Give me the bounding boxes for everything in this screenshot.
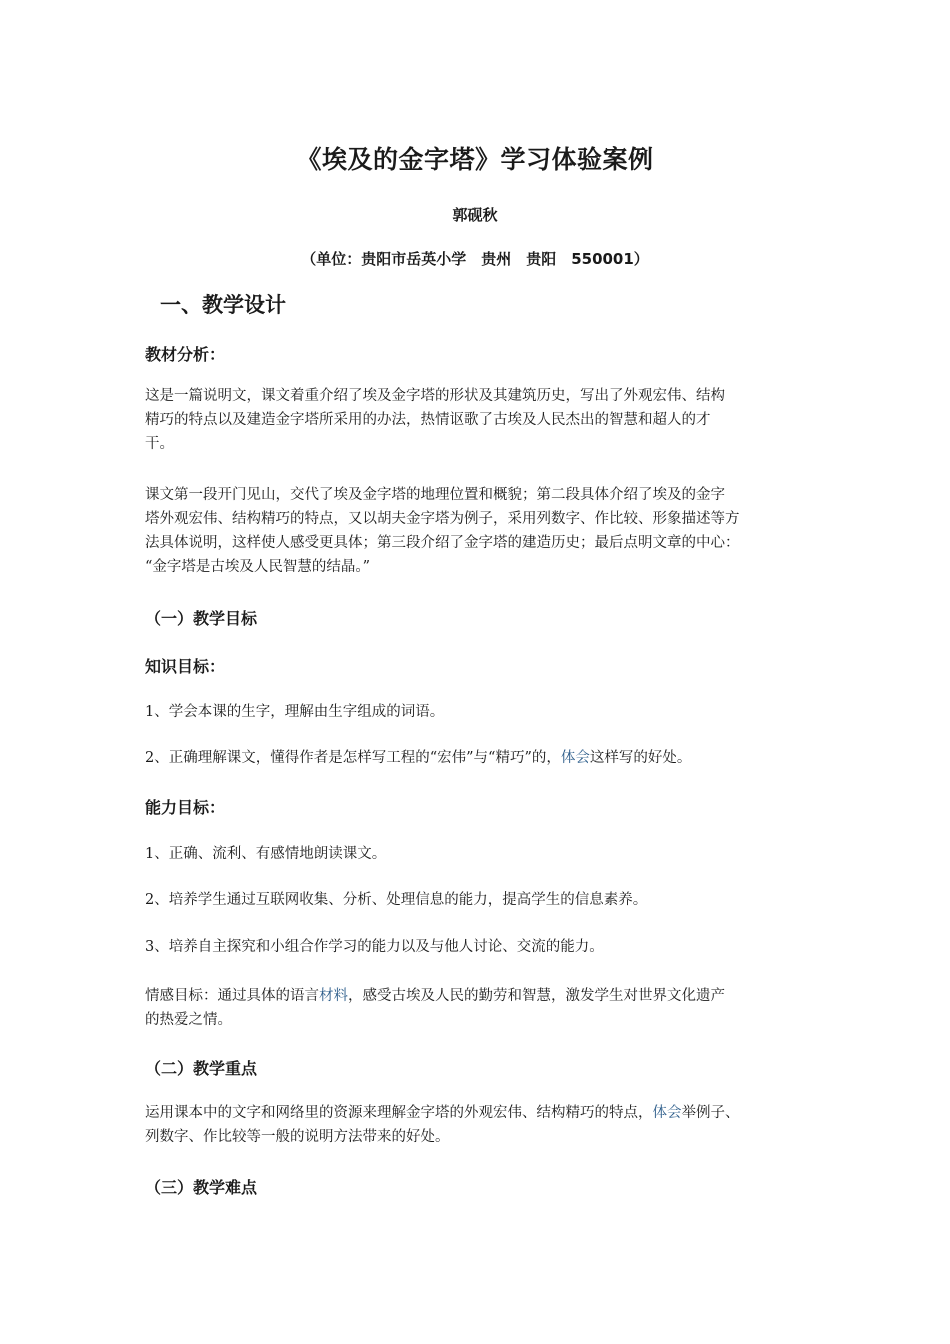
hyperlink-cailiao[interactable]: 材料 [319,988,348,1004]
paragraph-line: 列数字、作比较等一般的说明方法带来的好处。 [145,1129,450,1145]
heading-teaching-goals: （一）教学目标 [145,609,258,628]
text-segment: 情感目标：通过具体的语言 [145,988,319,1004]
paragraph-line: 的热爱之情。 [145,1012,232,1028]
paragraph-line: 法具体说明，这样使人感受更具体；第三段介绍了金字塔的建造历史；最后点明文章的中心： [145,535,740,551]
paragraph-material-2 [145,483,825,579]
heading-ability-goals: 能力目标： [145,798,226,817]
knowledge-goal-1: 1、学会本课的生字，理解由生字组成的词语。 [145,704,445,720]
author-name: 郭砚秋 [452,206,498,224]
paragraph-line: “金字塔是古埃及人民智慧的结晶。” [145,559,371,575]
text-segment: 这样写的好处。 [589,750,692,766]
paragraph-line: 课文第一段开门见山，交代了埃及金字塔的地理位置和概貌；第二段具体介绍了埃及的金字 [145,487,725,503]
ability-goal-3: 3、培养自主探究和小组合作学习的能力以及与他人讨论、交流的能力。 [145,939,604,955]
paragraph-line [145,984,825,1008]
paragraph-line: 这是一篇说明文，课文着重介绍了埃及金字塔的形状及其建筑历史，写出了外观宏伟、结构 [145,388,725,404]
text-segment: 运用课本中的文字和网络里的资源来理解金字塔的外观宏伟、结构精巧的特点， [145,1105,653,1121]
paragraph-line: 塔外观宏伟、结构精巧的特点，又以胡夫金字塔为例子，采用列数字、作比较、形象描述等方 [145,511,740,527]
paragraph-line: 精巧的特点以及建造金字塔所采用的办法，热情讴歌了古埃及人民杰出的智慧和超人的才 [145,412,711,428]
paragraph-material-1 [145,384,825,456]
paragraph-line [145,1101,825,1125]
heading-material-analysis: 教材分析： [145,345,226,364]
knowledge-goal-2 [145,746,825,770]
teaching-focus-paragraph [145,1101,825,1149]
heading-teaching-difficulty: （三）教学难点 [145,1178,258,1197]
emotion-goal [145,984,825,1032]
paragraph-line: 干。 [145,436,174,452]
text-segment: ，感受古埃及人民的勤劳和智慧，激发学生对世界文化遗产 [348,988,725,1004]
hyperlink-tihui-2[interactable]: 体会 [652,1105,682,1121]
document-title: 《埃及的金字塔》学习体验案例 [296,145,654,174]
heading-teaching-focus: （二）教学重点 [145,1059,258,1078]
ability-goal-1: 1、正确、流利、有感情地朗读课文。 [145,846,387,862]
heading-knowledge-goals: 知识目标： [145,657,226,676]
ability-goal-2: 2、培养学生通过互联网收集、分析、处理信息的能力，提高学生的信息素养。 [145,892,648,908]
text-segment: 2、正确理解课文，懂得作者是怎样写工程的“宏伟”与“精巧”的， [145,750,561,766]
hyperlink-tihui[interactable]: 体会 [560,750,590,766]
text-segment: 举例子、 [681,1105,740,1121]
author-affiliation: （单位：贵阳市岳英小学 贵州 贵阳 550001） [301,250,649,268]
section-heading-teaching-design: 一、教学设计 [160,293,286,317]
